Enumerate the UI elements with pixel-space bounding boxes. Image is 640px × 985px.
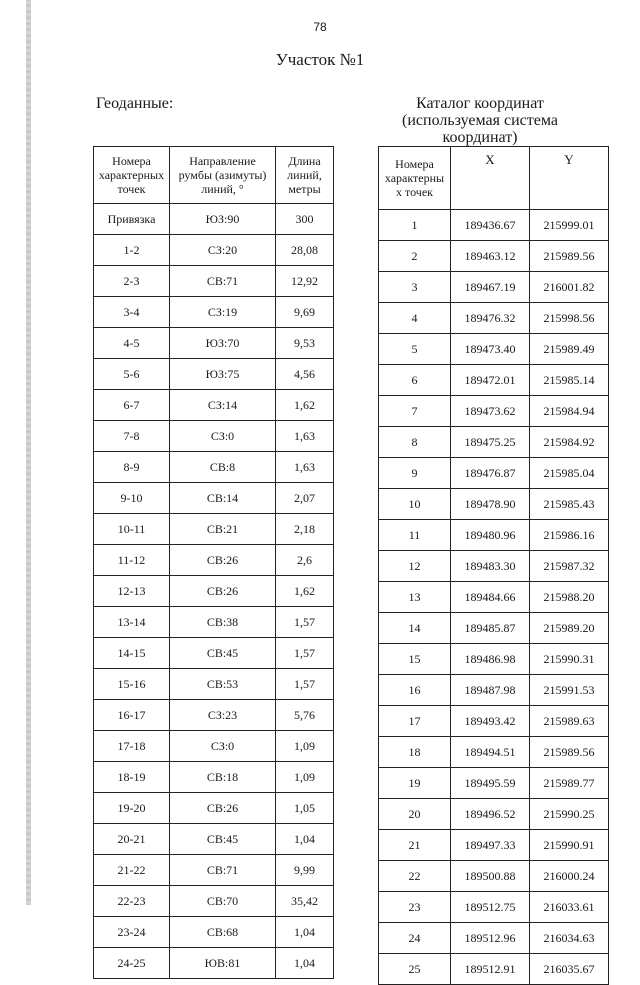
- length-cell: 9,53: [276, 328, 334, 359]
- point-number-cell: 6: [379, 365, 451, 396]
- length-cell: 2,18: [276, 514, 334, 545]
- x-coordinate-cell: 189495.59: [451, 768, 530, 799]
- table-row: [94, 421, 334, 452]
- segment-cell: Привязка: [94, 204, 170, 235]
- point-number-cell: 11: [379, 520, 451, 551]
- point-number-cell: 4: [379, 303, 451, 334]
- segment-cell: 2-3: [94, 266, 170, 297]
- table-row: [94, 886, 334, 917]
- x-coordinate-cell: 189493.42: [451, 706, 530, 737]
- y-coordinate-cell: 215998.56: [530, 303, 609, 334]
- x-coordinate-cell: 189473.62: [451, 396, 530, 427]
- segment-cell: 7-8: [94, 421, 170, 452]
- segment-cell: 21-22: [94, 855, 170, 886]
- scan-edge: [26, 0, 31, 905]
- direction-cell: СВ:26: [170, 545, 276, 576]
- page-number: 78: [313, 20, 327, 34]
- direction-cell: СВ:68: [170, 917, 276, 948]
- y-coordinate-cell: 215985.14: [530, 365, 609, 396]
- y-coordinate-cell: 215985.43: [530, 489, 609, 520]
- length-cell: 12,92: [276, 266, 334, 297]
- point-number-cell: 25: [379, 954, 451, 985]
- geodata-header-direction: Направление румбы (азимуты) линий, °: [170, 147, 276, 204]
- table-row: [94, 793, 334, 824]
- length-cell: 4,56: [276, 359, 334, 390]
- x-coordinate-cell: 189512.91: [451, 954, 530, 985]
- direction-cell: СЗ:0: [170, 421, 276, 452]
- length-cell: 5,76: [276, 700, 334, 731]
- point-number-cell: 1: [379, 210, 451, 241]
- direction-cell: СВ:38: [170, 607, 276, 638]
- table-row: [379, 613, 609, 644]
- x-coordinate-cell: 189467.19: [451, 272, 530, 303]
- y-coordinate-cell: 215989.77: [530, 768, 609, 799]
- table-row: [94, 545, 334, 576]
- segment-cell: 8-9: [94, 452, 170, 483]
- y-coordinate-cell: 216034.63: [530, 923, 609, 954]
- segment-cell: 11-12: [94, 545, 170, 576]
- point-number-cell: 8: [379, 427, 451, 458]
- length-cell: 1,57: [276, 607, 334, 638]
- point-number-cell: 12: [379, 551, 451, 582]
- x-coordinate-cell: 189512.96: [451, 923, 530, 954]
- y-coordinate-cell: 215989.56: [530, 737, 609, 768]
- segment-cell: 15-16: [94, 669, 170, 700]
- direction-cell: СВ:71: [170, 266, 276, 297]
- y-coordinate-cell: 215990.25: [530, 799, 609, 830]
- table-row: [379, 396, 609, 427]
- y-coordinate-cell: 216033.61: [530, 892, 609, 923]
- table-row: [94, 762, 334, 793]
- length-cell: 300: [276, 204, 334, 235]
- segment-cell: 20-21: [94, 824, 170, 855]
- geodata-table: [93, 146, 334, 979]
- direction-cell: ЮЗ:75: [170, 359, 276, 390]
- table-row: [379, 923, 609, 954]
- table-row: [94, 297, 334, 328]
- segment-cell: 12-13: [94, 576, 170, 607]
- x-coordinate-cell: 189476.32: [451, 303, 530, 334]
- y-coordinate-cell: 215989.20: [530, 613, 609, 644]
- direction-cell: СВ:18: [170, 762, 276, 793]
- table-row: [94, 266, 334, 297]
- x-coordinate-cell: 189476.87: [451, 458, 530, 489]
- table-row: [94, 700, 334, 731]
- y-coordinate-cell: 216035.67: [530, 954, 609, 985]
- table-row: [379, 644, 609, 675]
- table-row: [94, 328, 334, 359]
- direction-cell: СВ:71: [170, 855, 276, 886]
- x-coordinate-cell: 189487.98: [451, 675, 530, 706]
- table-row: [379, 706, 609, 737]
- segment-cell: 3-4: [94, 297, 170, 328]
- point-number-cell: 17: [379, 706, 451, 737]
- point-number-cell: 20: [379, 799, 451, 830]
- geodata-heading: Геоданные:: [96, 95, 174, 112]
- length-cell: 1,09: [276, 731, 334, 762]
- table-row: [94, 452, 334, 483]
- point-number-cell: 2: [379, 241, 451, 272]
- table-row: [94, 483, 334, 514]
- catalog-header-row: [379, 147, 609, 210]
- segment-cell: 1-2: [94, 235, 170, 266]
- table-row: [379, 427, 609, 458]
- point-number-cell: 15: [379, 644, 451, 675]
- table-row: [379, 241, 609, 272]
- segment-cell: 13-14: [94, 607, 170, 638]
- y-coordinate-cell: 215986.16: [530, 520, 609, 551]
- direction-cell: СВ:8: [170, 452, 276, 483]
- table-row: [94, 359, 334, 390]
- table-row: [379, 272, 609, 303]
- y-coordinate-cell: 215988.20: [530, 582, 609, 613]
- x-coordinate-cell: 189484.66: [451, 582, 530, 613]
- table-row: [94, 855, 334, 886]
- point-number-cell: 21: [379, 830, 451, 861]
- segment-cell: 9-10: [94, 483, 170, 514]
- table-row: [94, 917, 334, 948]
- point-number-cell: 24: [379, 923, 451, 954]
- point-number-cell: 7: [379, 396, 451, 427]
- x-coordinate-cell: 189478.90: [451, 489, 530, 520]
- table-row: [379, 303, 609, 334]
- direction-cell: СЗ:14: [170, 390, 276, 421]
- table-row: [379, 768, 609, 799]
- point-number-cell: 22: [379, 861, 451, 892]
- catalog-header-points: Номера характерны х точек: [379, 147, 451, 210]
- table-row: [379, 892, 609, 923]
- y-coordinate-cell: 215984.94: [530, 396, 609, 427]
- table-row: [94, 731, 334, 762]
- length-cell: 1,09: [276, 762, 334, 793]
- table-row: [379, 861, 609, 892]
- catalog-header-y: Y: [530, 147, 609, 210]
- x-coordinate-cell: 189480.96: [451, 520, 530, 551]
- point-number-cell: 18: [379, 737, 451, 768]
- segment-cell: 22-23: [94, 886, 170, 917]
- x-coordinate-cell: 189436.67: [451, 210, 530, 241]
- x-coordinate-cell: 189486.98: [451, 644, 530, 675]
- catalog-header-x: X: [451, 147, 530, 210]
- segment-cell: 10-11: [94, 514, 170, 545]
- table-row: [94, 514, 334, 545]
- length-cell: 1,62: [276, 390, 334, 421]
- catalog-heading: Каталог координат (используемая система координат): [402, 95, 558, 146]
- x-coordinate-cell: 189463.12: [451, 241, 530, 272]
- length-cell: 9,69: [276, 297, 334, 328]
- point-number-cell: 19: [379, 768, 451, 799]
- length-cell: 1,04: [276, 948, 334, 979]
- y-coordinate-cell: 215999.01: [530, 210, 609, 241]
- length-cell: 1,57: [276, 669, 334, 700]
- x-coordinate-cell: 189497.33: [451, 830, 530, 861]
- direction-cell: СЗ:20: [170, 235, 276, 266]
- x-coordinate-cell: 189483.30: [451, 551, 530, 582]
- length-cell: 1,04: [276, 824, 334, 855]
- point-number-cell: 16: [379, 675, 451, 706]
- length-cell: 1,63: [276, 421, 334, 452]
- length-cell: 28,08: [276, 235, 334, 266]
- x-coordinate-cell: 189473.40: [451, 334, 530, 365]
- table-row: [379, 675, 609, 706]
- length-cell: 35,42: [276, 886, 334, 917]
- table-row: [379, 210, 609, 241]
- segment-cell: 16-17: [94, 700, 170, 731]
- table-row: [94, 669, 334, 700]
- table-row: [94, 638, 334, 669]
- segment-cell: 6-7: [94, 390, 170, 421]
- y-coordinate-cell: 215987.32: [530, 551, 609, 582]
- table-row: [94, 235, 334, 266]
- table-row: [379, 737, 609, 768]
- segment-cell: 4-5: [94, 328, 170, 359]
- y-coordinate-cell: 215989.56: [530, 241, 609, 272]
- direction-cell: СЗ:23: [170, 700, 276, 731]
- x-coordinate-cell: 189485.87: [451, 613, 530, 644]
- direction-cell: СВ:26: [170, 793, 276, 824]
- segment-cell: 24-25: [94, 948, 170, 979]
- point-number-cell: 10: [379, 489, 451, 520]
- coordinate-catalog-table: [378, 146, 609, 985]
- table-row: [94, 948, 334, 979]
- segment-cell: 14-15: [94, 638, 170, 669]
- x-coordinate-cell: 189472.01: [451, 365, 530, 396]
- point-number-cell: 13: [379, 582, 451, 613]
- geodata-header-row: [94, 147, 334, 204]
- x-coordinate-cell: 189500.88: [451, 861, 530, 892]
- x-coordinate-cell: 189475.25: [451, 427, 530, 458]
- direction-cell: СВ:53: [170, 669, 276, 700]
- table-row: [94, 204, 334, 235]
- length-cell: 1,62: [276, 576, 334, 607]
- length-cell: 2,6: [276, 545, 334, 576]
- direction-cell: СВ:21: [170, 514, 276, 545]
- point-number-cell: 9: [379, 458, 451, 489]
- table-row: [94, 576, 334, 607]
- direction-cell: СВ:70: [170, 886, 276, 917]
- direction-cell: СВ:26: [170, 576, 276, 607]
- table-row: [379, 489, 609, 520]
- segment-cell: 23-24: [94, 917, 170, 948]
- length-cell: 1,05: [276, 793, 334, 824]
- y-coordinate-cell: 216000.24: [530, 861, 609, 892]
- segment-cell: 17-18: [94, 731, 170, 762]
- x-coordinate-cell: 189496.52: [451, 799, 530, 830]
- length-cell: 1,04: [276, 917, 334, 948]
- table-row: [379, 582, 609, 613]
- point-number-cell: 5: [379, 334, 451, 365]
- x-coordinate-cell: 189512.75: [451, 892, 530, 923]
- y-coordinate-cell: 215990.31: [530, 644, 609, 675]
- table-row: [379, 334, 609, 365]
- table-row: [379, 458, 609, 489]
- direction-cell: СЗ:19: [170, 297, 276, 328]
- length-cell: 9,99: [276, 855, 334, 886]
- direction-cell: СВ:45: [170, 638, 276, 669]
- table-row: [94, 824, 334, 855]
- table-row: [379, 954, 609, 985]
- y-coordinate-cell: 215984.92: [530, 427, 609, 458]
- length-cell: 1,63: [276, 452, 334, 483]
- point-number-cell: 23: [379, 892, 451, 923]
- y-coordinate-cell: 215990.91: [530, 830, 609, 861]
- y-coordinate-cell: 215985.04: [530, 458, 609, 489]
- direction-cell: ЮВ:81: [170, 948, 276, 979]
- segment-cell: 19-20: [94, 793, 170, 824]
- table-row: [379, 365, 609, 396]
- length-cell: 2,07: [276, 483, 334, 514]
- table-row: [379, 830, 609, 861]
- segment-cell: 18-19: [94, 762, 170, 793]
- length-cell: 1,57: [276, 638, 334, 669]
- table-row: [379, 551, 609, 582]
- point-number-cell: 3: [379, 272, 451, 303]
- geodata-header-points: Номера характерных точек: [94, 147, 170, 204]
- point-number-cell: 14: [379, 613, 451, 644]
- y-coordinate-cell: 215989.63: [530, 706, 609, 737]
- table-row: [379, 799, 609, 830]
- y-coordinate-cell: 215989.49: [530, 334, 609, 365]
- section-title: Участок №1: [275, 50, 365, 69]
- table-row: [379, 520, 609, 551]
- table-row: [94, 390, 334, 421]
- segment-cell: 5-6: [94, 359, 170, 390]
- direction-cell: ЮЗ:90: [170, 204, 276, 235]
- direction-cell: СЗ:0: [170, 731, 276, 762]
- y-coordinate-cell: 216001.82: [530, 272, 609, 303]
- geodata-header-length: Длина линий, метры: [276, 147, 334, 204]
- table-row: [94, 607, 334, 638]
- direction-cell: ЮЗ:70: [170, 328, 276, 359]
- direction-cell: СВ:14: [170, 483, 276, 514]
- direction-cell: СВ:45: [170, 824, 276, 855]
- x-coordinate-cell: 189494.51: [451, 737, 530, 768]
- y-coordinate-cell: 215991.53: [530, 675, 609, 706]
